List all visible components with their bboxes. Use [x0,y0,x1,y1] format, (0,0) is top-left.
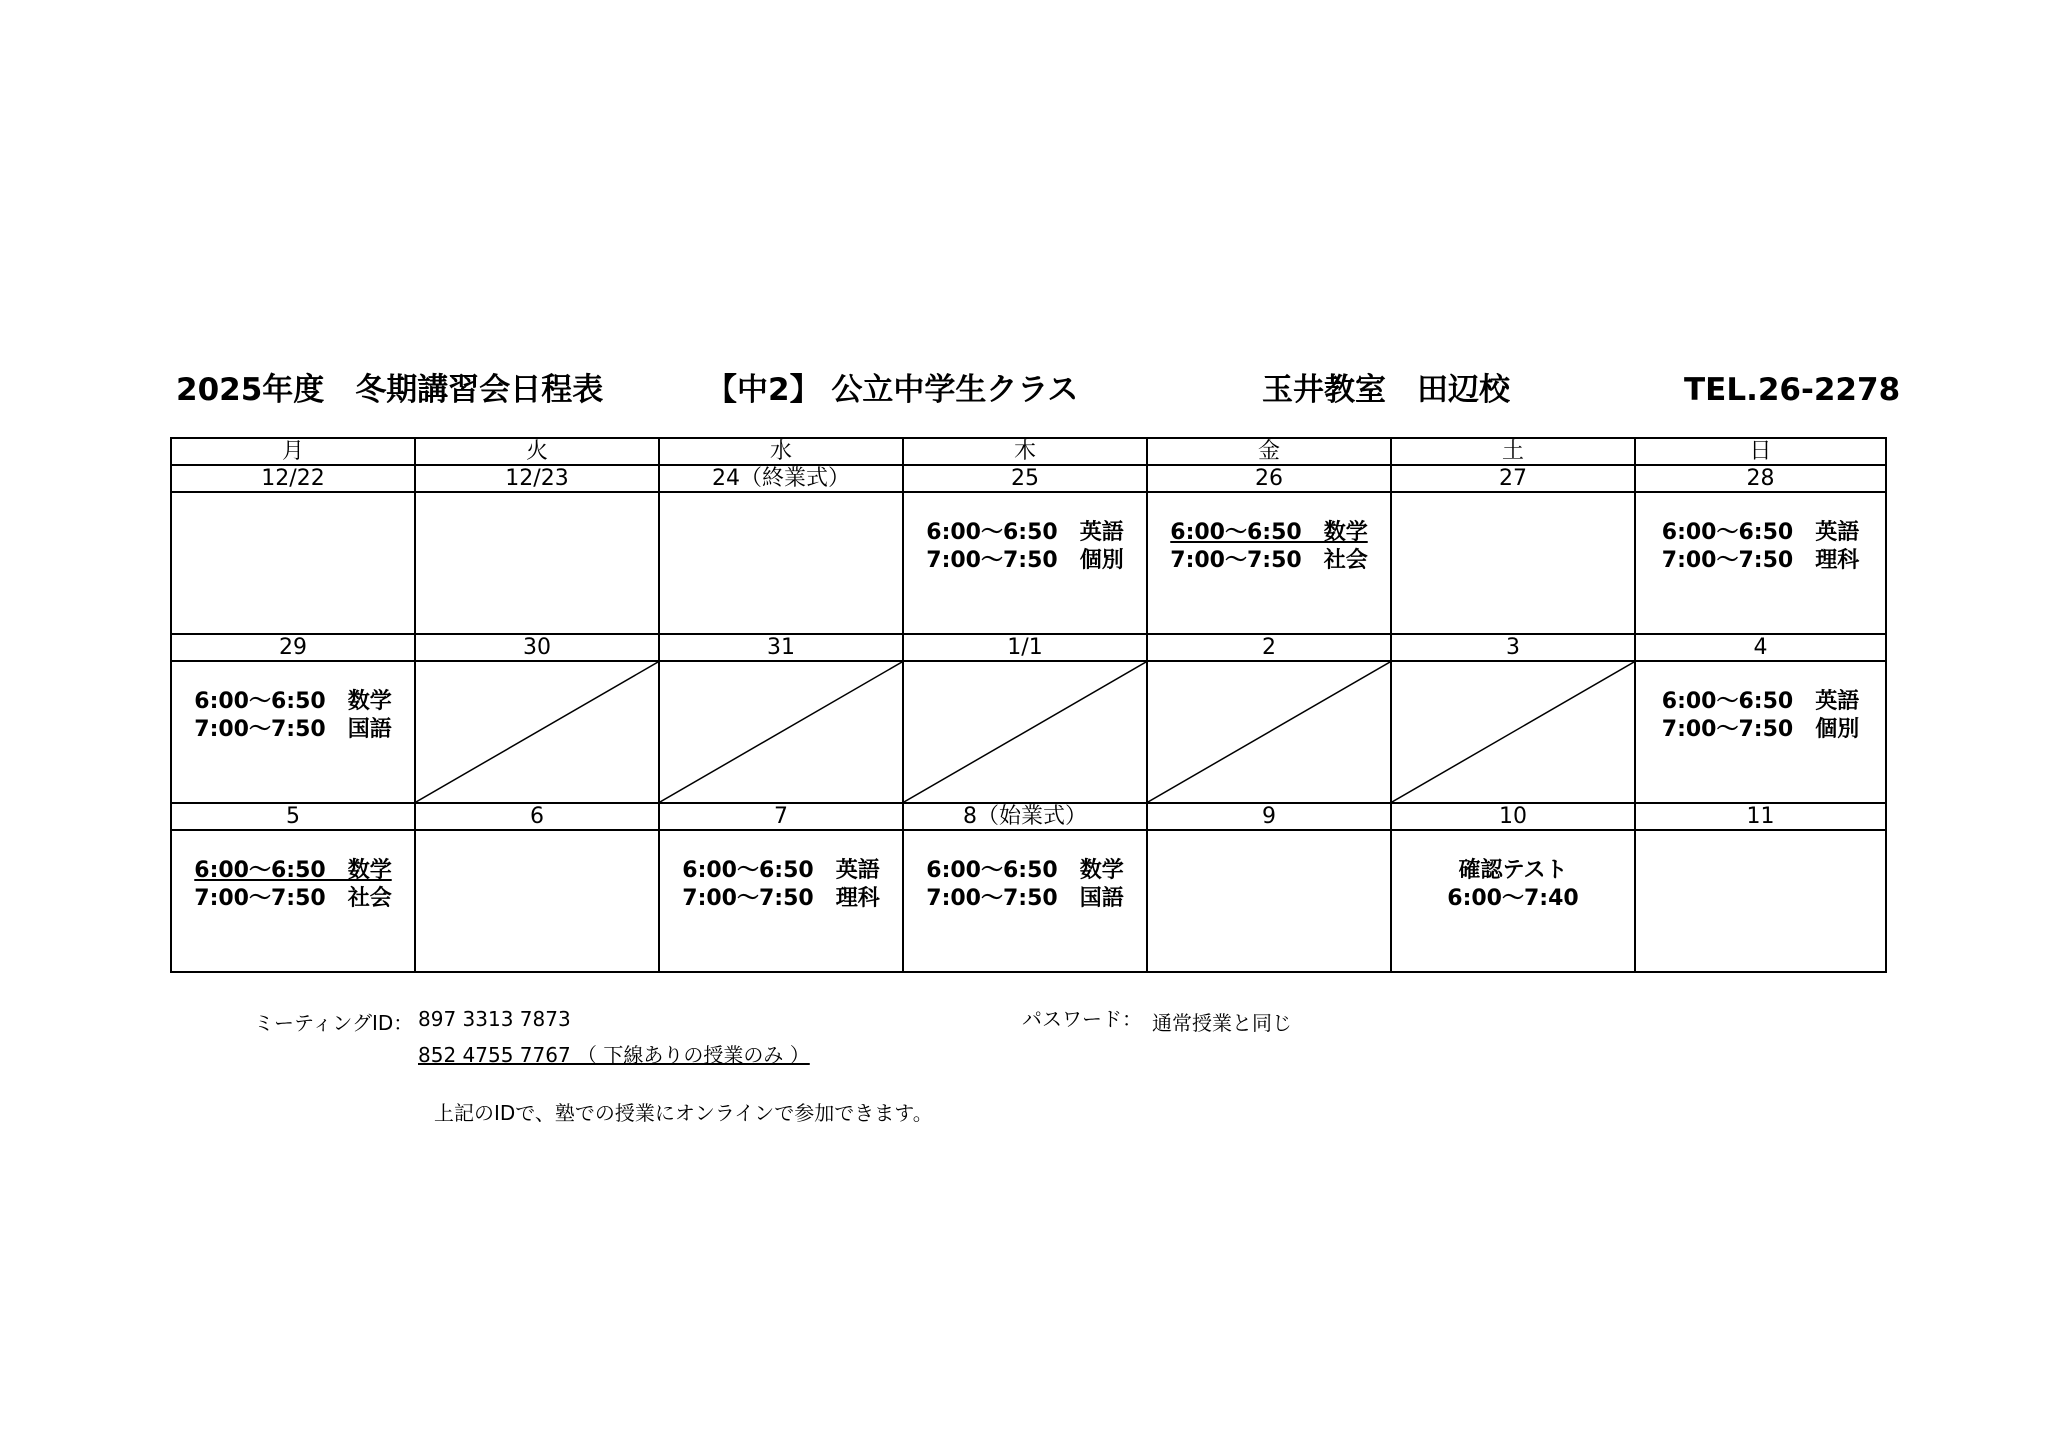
schedule-cell [903,830,1147,972]
date-cell: 31 [659,634,903,661]
date-cell: 27 [1391,465,1635,492]
schedule-cell [1391,830,1635,972]
schedule-cell [659,492,903,634]
cell-lines [1392,493,1634,519]
schedule-cell [1391,492,1635,634]
phone-number: TEL.26-2278 [1684,372,1901,408]
date-cell: 8（始業式） [903,803,1147,830]
class-time-line: 6:00～6:50 数学 [194,858,392,883]
class-time-line: 7:00～7:50 社会 [194,886,392,911]
cell-lines [416,831,658,857]
school-name: 玉井教室 田辺校 [1262,372,1510,408]
diagonal-slash [904,662,1146,802]
date-cell: 3 [1391,634,1635,661]
date-cell: 30 [415,634,659,661]
schedule-cell [1635,830,1886,972]
cell-lines [1636,493,1885,575]
schedule-cell [415,830,659,972]
weekday-cell: 日 [1635,438,1886,465]
cell-lines [1148,493,1390,575]
class-time-line: 7:00～7:50 社会 [1170,548,1368,573]
schedule-cell [659,830,903,972]
schedule-cell [1147,492,1391,634]
date-cell: 7 [659,803,903,830]
cell-lines [416,493,658,519]
schedule-cell [903,492,1147,634]
no-class-cell [659,661,903,803]
class-time-line: 7:00～7:50 個別 [1661,717,1860,742]
weekday-cell: 月 [171,438,415,465]
schedule-cell [1147,830,1391,972]
date-cell: 10 [1391,803,1635,830]
cell-lines [1636,662,1885,744]
schedule-row [171,830,1886,972]
meeting-id-label: ミーティングID： [254,1011,414,1035]
schedule-cell [171,661,415,803]
class-time-line: 7:00～7:50 理科 [1661,548,1860,573]
class-time-line: 6:00～6:50 数学 [194,689,392,714]
date-cell: 1/1 [903,634,1147,661]
schedule-table [170,437,1887,973]
weekday-cell: 火 [415,438,659,465]
date-cell: 9 [1147,803,1391,830]
schedule-cell [1635,492,1886,634]
schedule-cell [1635,661,1886,803]
weekday-cell: 金 [1147,438,1391,465]
diagonal-slash [416,662,658,802]
date-cell: 25 [903,465,1147,492]
class-time-line: 7:00～7:50 国語 [926,886,1124,911]
cell-lines [660,493,902,519]
date-cell: 5 [171,803,415,830]
class-time-line: 6:00～6:50 数学 [1170,520,1368,545]
schedule-row [171,492,1886,634]
no-class-cell [415,661,659,803]
weekday-header-row [171,438,1886,465]
diagonal-slash [660,662,902,802]
date-cell: 2 [1147,634,1391,661]
password-value: 通常授業と同じ [1152,1011,1292,1035]
date-row [171,803,1886,830]
meeting-id-secondary: 852 4755 7767 （ 下線ありの授業のみ ） [418,1043,810,1067]
date-cell: 12/22 [171,465,415,492]
meeting-id-primary: 897 3313 7873 [418,1007,571,1031]
cell-lines [660,831,902,913]
date-cell: 28 [1635,465,1886,492]
class-time-line: 6:00～6:50 英語 [1661,689,1860,714]
weekday-cell: 木 [903,438,1147,465]
weekday-cell: 土 [1391,438,1635,465]
date-cell: 12/23 [415,465,659,492]
no-class-cell [903,661,1147,803]
date-row [171,634,1886,661]
class-time-line: 7:00～7:50 国語 [194,717,392,742]
online-note: 上記のIDで、塾での授業にオンラインで参加できます。 [434,1101,933,1125]
schedule-header [0,366,2048,414]
cell-lines [1392,831,1634,913]
class-time-line: 6:00～6:50 数学 [926,858,1124,883]
weekday-cell: 水 [659,438,903,465]
schedule-title: 2025年度 冬期講習会日程表 [176,372,604,408]
diagonal-slash [1148,662,1390,802]
password-label: パスワード： [1022,1007,1142,1031]
schedule-cell [171,492,415,634]
schedule-cell [415,492,659,634]
schedule-cell [171,830,415,972]
date-cell: 26 [1147,465,1391,492]
class-time-line: 6:00～6:50 英語 [926,520,1124,545]
schedule-row [171,661,1886,803]
cell-lines [172,662,414,744]
diagonal-slash [1392,662,1634,802]
class-time-line: 確認テスト [1458,858,1568,883]
date-row [171,465,1886,492]
cell-lines [1636,831,1885,857]
date-cell: 4 [1635,634,1886,661]
cell-lines [172,831,414,913]
cell-lines [904,493,1146,575]
date-cell: 24（終業式） [659,465,903,492]
cell-lines [1148,831,1390,857]
cell-lines [904,831,1146,913]
class-time-line: 7:00～7:50 理科 [682,886,880,911]
date-cell: 11 [1635,803,1886,830]
class-time-line: 6:00～6:50 英語 [1661,520,1860,545]
date-cell: 29 [171,634,415,661]
date-cell: 6 [415,803,659,830]
class-name: 【中2】 公立中学生クラス [706,372,1079,408]
class-time-line: 6:00～7:40 [1447,886,1579,911]
no-class-cell [1147,661,1391,803]
cell-lines [172,493,414,519]
no-class-cell [1391,661,1635,803]
class-time-line: 7:00～7:50 個別 [926,548,1124,573]
class-time-line: 6:00～6:50 英語 [682,858,880,883]
